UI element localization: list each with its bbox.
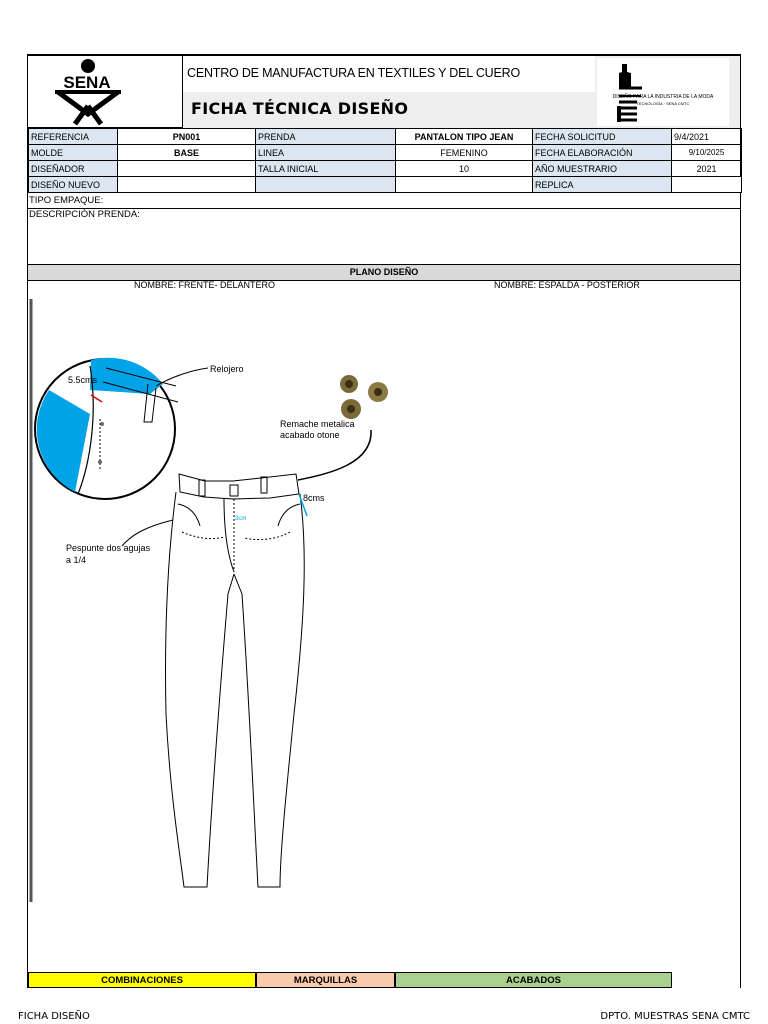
pespunte-label-line2: a 1/4 (66, 555, 87, 565)
remache-label-line1: Remache metalica (280, 419, 355, 429)
relojero-label: Relojero (210, 364, 244, 374)
acabados-bar: ACABADOS (395, 972, 672, 988)
diseno-nuevo-label: DISEÑO NUEVO (29, 177, 118, 193)
table-row (29, 129, 742, 145)
fecha-elaboracion-value: 9/10/2025 (672, 145, 742, 161)
moda-logo-area (595, 56, 740, 128)
referencia-value: PN001 (118, 129, 256, 145)
empty-value (396, 177, 533, 193)
rivet-buttons-image (340, 375, 388, 419)
replica-label: REPLICA (533, 177, 672, 193)
footer-right: DPTO. MUESTRAS SENA CMTC (600, 1011, 750, 1022)
front-name: NOMBRE: FRENTE- DELANTERO (134, 280, 276, 290)
plano-title: PLANO DISEÑO (28, 265, 740, 281)
disenador-value (118, 161, 256, 177)
referencia-label: REFERENCIA (29, 129, 118, 145)
moda-logo (597, 58, 729, 126)
ficha-title: FICHA TÉCNICA DISEÑO (183, 92, 595, 128)
diseno-nuevo-value (118, 177, 256, 193)
linea-value: FEMENINO (396, 145, 533, 161)
remache-label-line2: acabado otone (280, 430, 340, 440)
moda-logo-subcaption: TECNOLOGÍA · SENA CMTC (636, 101, 690, 106)
measure-pocket-label: 5.5cms (68, 375, 98, 385)
center-title: CENTRO DE MANUFACTURA EN TEXTILES Y DEL CUERO (187, 66, 520, 80)
linea-label: LINEA (256, 145, 396, 161)
empty-label (256, 177, 396, 193)
descripcion-prenda: DESCRIPCIÓN PRENDA: (28, 209, 740, 265)
ano-value: 2021 (672, 161, 742, 177)
back-name: NOMBRE: ESPALDA - POSTERIOR (494, 280, 640, 290)
table-row (29, 161, 742, 177)
marquillas-bar: MARQUILLAS (256, 972, 395, 988)
fecha-solicitud-value: 9/4/2021 (672, 129, 742, 145)
pocket-detail-callout (35, 358, 178, 499)
table-row (29, 145, 742, 161)
combinaciones-bar: COMBINACIONES (28, 972, 256, 988)
talla-value: 10 (396, 161, 533, 177)
ano-label: AÑO MUESTRARIO (533, 161, 672, 177)
disenador-label: DISEÑADOR (29, 161, 118, 177)
measure-side-label: 8cms (303, 493, 325, 503)
prenda-label: PRENDA (256, 129, 396, 145)
tipo-empaque: TIPO EMPAQUE: (28, 193, 740, 209)
replica-value (672, 177, 742, 193)
molde-label: MOLDE (29, 145, 118, 161)
sena-logo (28, 56, 183, 128)
fecha-solicitud-label: FECHA SOLICITUD (533, 129, 672, 145)
jeans-front-outline (165, 474, 304, 887)
technical-sheet (27, 54, 741, 988)
footer-left: FICHA DISEÑO (18, 1011, 90, 1022)
sheet-header (28, 56, 740, 128)
jeans-technical-drawing (28, 294, 740, 974)
fecha-elaboracion-label: FECHA ELABORACIÓN (533, 145, 672, 161)
pespunte-label-line1: Pespunte dos agujas (66, 543, 151, 553)
table-row (29, 177, 742, 193)
molde-value: BASE (118, 145, 256, 161)
sena-logo-text: SENA (63, 73, 111, 92)
measure-fly-label: 3cm (235, 516, 247, 522)
prenda-value: PANTALON TIPO JEAN (396, 129, 533, 145)
info-table (28, 128, 742, 193)
talla-label: TALLA INICIAL (256, 161, 396, 177)
title-box (183, 56, 595, 128)
moda-logo-caption: DISEÑO PARA LA INDUSTRIA DE LA MODA (612, 94, 714, 100)
